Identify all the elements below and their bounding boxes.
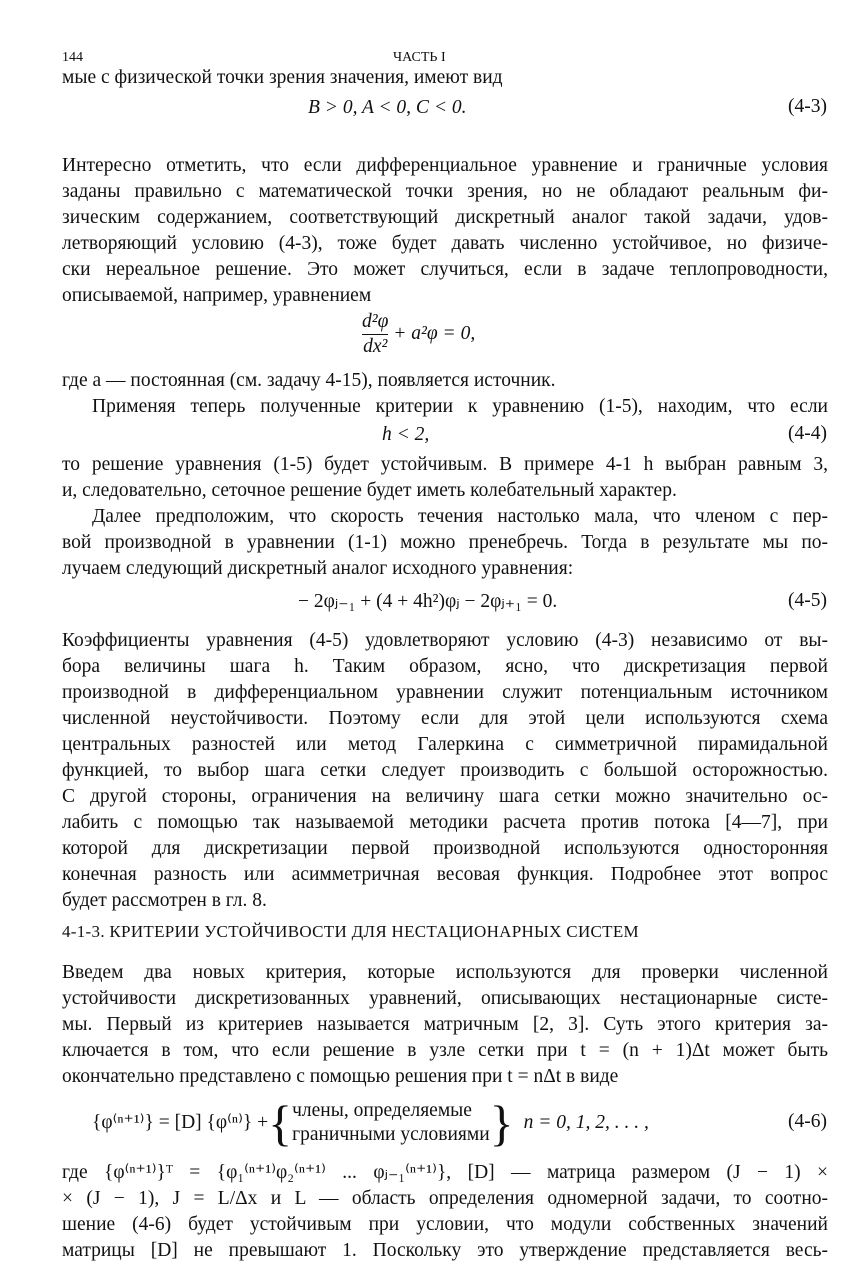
equation-4-4: h < 2, — [382, 424, 430, 445]
text-line: С другой стороны, ограничения на величину шага сетки можно значительно ос- — [62, 786, 828, 807]
text-line: окончательно представлено с помощью решения при t = nΔt в виде — [62, 1066, 619, 1087]
text-line: устойчивости дискретизованных уравнений, описывающих нестационарные систе- — [62, 988, 828, 1009]
fraction — [362, 310, 388, 359]
text-line: описываемой, например, уравнением — [62, 285, 372, 306]
text-line: летворяющий условию (4-3), тоже будет давать численно устойчивое, но физиче- — [62, 233, 828, 254]
text-line: конечная разность или асимметричная весовая функция. Подробнее этот вопрос — [62, 864, 828, 885]
text-line: ски нереальное решение. Это может случиться, если в задаче теплопроводности, — [62, 259, 828, 280]
brace-line-bottom: граничными условиями — [292, 1124, 490, 1145]
running-title: ЧАСТЬ I — [393, 50, 446, 65]
text-line: шение (4-6) будет устойчивым при условии, что модули собственных значений — [62, 1214, 828, 1235]
equation-number: (4-5) — [788, 590, 827, 611]
brace-content — [292, 1099, 490, 1147]
text-line: Коэффициенты уравнения (4-5) удовлетворяют условию (4-3) независимо от вы- — [62, 630, 828, 651]
right-brace: } — [489, 1095, 514, 1151]
fraction-numerator: d²φ — [362, 310, 388, 335]
text-line: мы. Первый из критериев называется матричным [2, 3]. Суть этого критерия за- — [62, 1014, 828, 1035]
text-line: Интересно отметить, что если дифференциальное уравнение и граничные условия — [62, 155, 828, 176]
text-line: Далее предположим, что скорость течения настолько мала, что членом с пер- — [92, 506, 828, 527]
equation-4-3: B > 0, A < 0, C < 0. — [308, 97, 467, 118]
brace-line-top: члены, определяемые — [292, 1100, 472, 1121]
text-line: то решение уравнения (1-5) будет устойчивым. В примере 4-1 h выбран равным 3, — [62, 454, 828, 475]
equation-number: (4-4) — [788, 423, 827, 444]
fraction-denominator: dx² — [363, 336, 388, 357]
text-line: зическим содержанием, соответствующий дискретный аналог такой задачи, удов- — [62, 207, 828, 228]
text-line: вой производной в уравнении (1-1) можно пренебречь. Тогда в результате мы по- — [62, 532, 828, 553]
equation-number: (4-6) — [788, 1111, 827, 1132]
equation-lhs: {φ⁽ⁿ⁺¹⁾} = [D] {φ⁽ⁿ⁾} + — [92, 1112, 269, 1133]
equation-4-5: − 2φⱼ₋₁ + (4 + 4h²)φⱼ − 2φⱼ₊₁ = 0. — [298, 591, 558, 612]
text-line: функцией, то выбор шага сетки следует производить с большой осторожностью. — [62, 760, 828, 781]
text-line: будет рассмотрен в гл. 8. — [62, 890, 267, 911]
text-line: лучаем следующий дискретный аналог исходного уравнения: — [62, 558, 574, 579]
equation-number: (4-3) — [788, 96, 827, 117]
text-line: ключается в том, что если решение в узле сетки при t = (n + 1)Δt может быть — [62, 1040, 828, 1061]
text-line: заданы правильно с математической точки зрения, но не обладают реальным фи- — [62, 181, 828, 202]
text-line: производной в дифференциальном уравнении служит потенциальным источником — [62, 682, 828, 703]
text-line: где a — постоянная (см. задачу 4-15), появляется источник. — [62, 370, 556, 391]
text-line: бора величины шага h. Таким образом, ясно, что дискретизация первой — [62, 656, 828, 677]
text-line: лабить с помощью так называемой методики расчета против потока [4—7], при — [62, 812, 828, 833]
equation-rhs: n = 0, 1, 2, . . . , — [523, 1112, 649, 1133]
text-line: мые с физической точки зрения значения, имеют вид — [62, 67, 503, 88]
section-heading: 4-1-3. КРИТЕРИИ УСТОЙЧИВОСТИ ДЛЯ НЕСТАЦИОНАРНЫХ СИСТЕМ — [62, 922, 639, 941]
text-line: численной неустойчивости. Поэтому если для этой цели используются схема — [62, 708, 828, 729]
text-line: центральных разностей или метод Галеркина с симметричной пирамидальной — [62, 734, 828, 755]
equation-heat — [362, 310, 475, 359]
equation-rest: + a²φ = 0, — [393, 322, 476, 344]
left-brace: { — [268, 1095, 293, 1151]
page-number: 144 — [62, 50, 83, 65]
text-line: Введем два новых критерия, которые используются для проверки численной — [62, 962, 828, 983]
text-line: матрицы [D] не превышают 1. Поскольку это утверждение представляется весь- — [62, 1240, 828, 1261]
text-line: Применяя теперь полученные критерии к уравнению (1-5), находим, что если — [92, 396, 828, 417]
text-line: которой для дискретизации первой производной используются односторонняя — [62, 838, 828, 859]
text-line: где {φ⁽ⁿ⁺¹⁾}ᵀ = {φ₁⁽ⁿ⁺¹⁾φ₂⁽ⁿ⁺¹⁾ ... φⱼ₋₁⁽ⁿ⁺¹⁾}, [D] — матрица размером (J − 1) × — [62, 1162, 828, 1183]
text-line: и, следовательно, сеточное решение будет иметь колебательный характер. — [62, 480, 677, 501]
text-line: × (J − 1), J = L/Δx и L — область определения одномерной задачи, то соотно- — [62, 1188, 828, 1209]
equation-4-6 — [92, 1096, 649, 1150]
